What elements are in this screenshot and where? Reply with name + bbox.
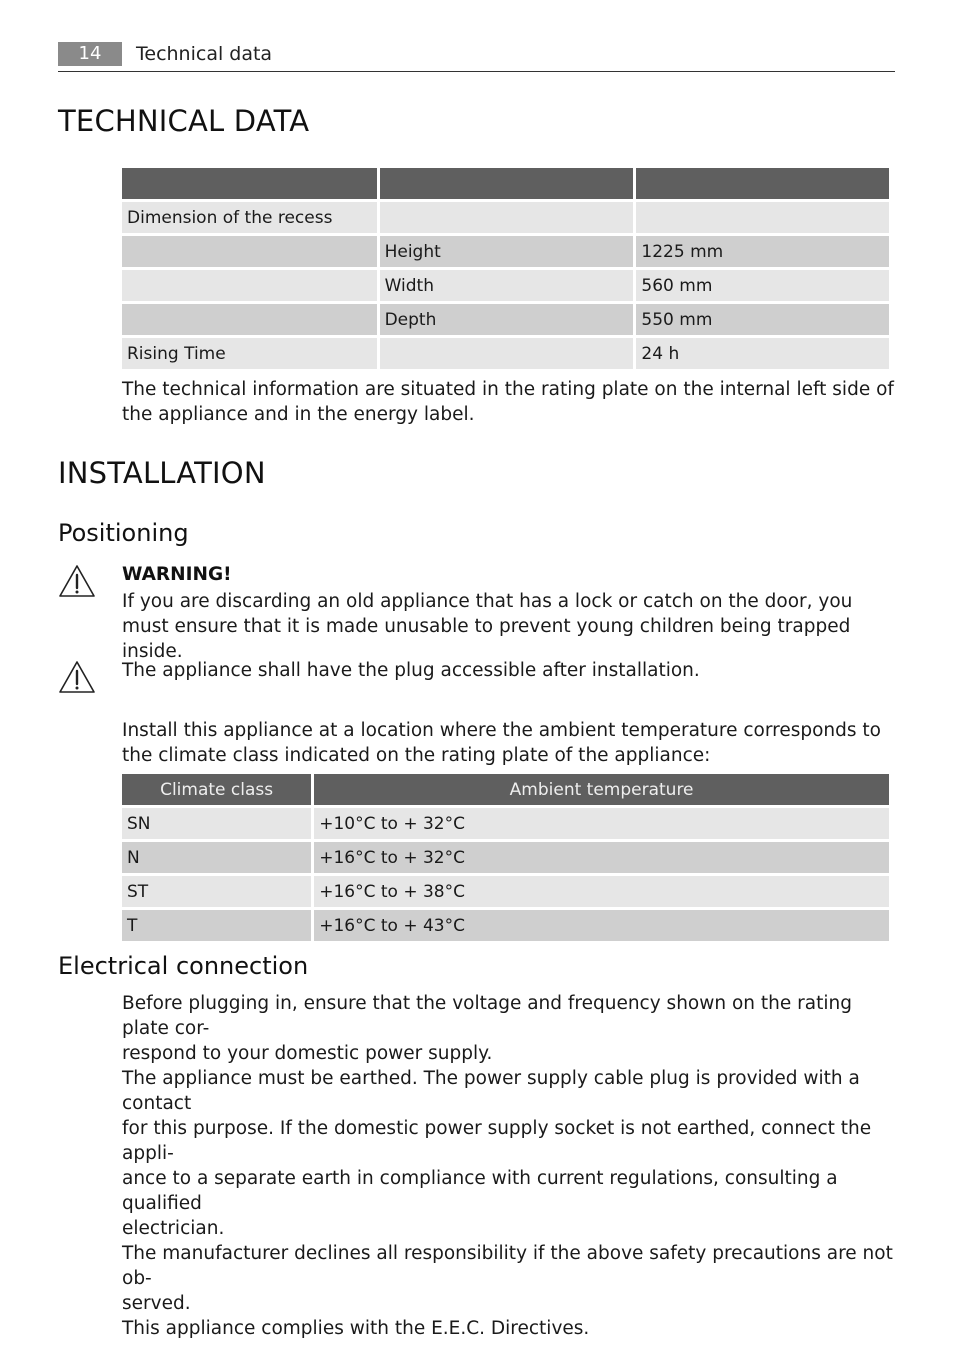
warning-text: If you are discarding an old appliance that has a lock or catch on the door, you must ensure that it is made unusable to prevent young children being trapped inside. — [122, 591, 853, 662]
text-line: The appliance must be earthed. The power supply cable plug is provided with a contact — [122, 1068, 860, 1114]
text-line: ance to a separate earth in compliance with current regulations, consulting a qualified — [122, 1168, 838, 1214]
table-cell: 24 h — [636, 338, 889, 369]
table-cell — [122, 270, 377, 301]
table-cell: +16°C to + 38°C — [314, 876, 889, 907]
technical-data-table — [119, 165, 892, 372]
text-line: served. — [122, 1293, 191, 1314]
table-row — [122, 808, 889, 839]
technical-data-heading: TECHNICAL DATA — [58, 104, 310, 138]
table-row — [122, 304, 889, 335]
table-header-cell — [636, 168, 889, 199]
table-cell: +16°C to + 32°C — [314, 842, 889, 873]
climate-intro: Install this appliance at a location where the ambient temperature corresponds to the climate class indicated on the rating plate of the appliance: — [122, 720, 881, 766]
table-cell: ST — [122, 876, 311, 907]
table-cell — [122, 236, 377, 267]
table-cell: +16°C to + 43°C — [314, 910, 889, 941]
warning-triangle-icon — [58, 564, 96, 598]
table-cell: T — [122, 910, 311, 941]
climate-class-table — [119, 771, 892, 944]
page-number: 14 — [58, 42, 122, 66]
table-header-cell: Climate class — [122, 774, 311, 805]
table-cell: 1225 mm — [636, 236, 889, 267]
running-header-title: Technical data — [136, 43, 273, 65]
table-cell: Dimension of the recess — [122, 202, 377, 233]
warning-triangle-icon — [58, 660, 96, 694]
table-cell — [122, 304, 377, 335]
table-row — [122, 270, 889, 301]
table-row — [122, 842, 889, 873]
table-row — [122, 876, 889, 907]
electrical-connection-heading: Electrical connection — [58, 952, 309, 980]
table-cell: 550 mm — [636, 304, 889, 335]
table-cell: Rising Time — [122, 338, 377, 369]
table-header-cell: Ambient temperature — [314, 774, 889, 805]
table-cell: 560 mm — [636, 270, 889, 301]
table-row — [122, 236, 889, 267]
table-cell — [380, 202, 634, 233]
table-row — [122, 338, 889, 369]
table-row — [122, 910, 889, 941]
warning-title: WARNING! — [122, 564, 232, 585]
caution-text: The appliance shall have the plug accessible after installation. — [122, 660, 700, 681]
electrical-connection-text — [122, 991, 895, 1341]
table-cell: SN — [122, 808, 311, 839]
table-header-cell — [380, 168, 634, 199]
table-cell: Height — [380, 236, 634, 267]
text-line: for this purpose. If the domestic power supply socket is not earthed, connect the appli- — [122, 1118, 872, 1164]
table-header-row — [122, 774, 889, 805]
table-header-row — [122, 168, 889, 199]
technical-info-note: The technical information are situated in the rating plate on the internal left side of the appliance and in the energy label. — [122, 379, 894, 425]
installation-heading: INSTALLATION — [58, 456, 266, 490]
table-cell: Width — [380, 270, 634, 301]
text-line: The manufacturer declines all responsibility if the above safety precautions are not ob- — [122, 1243, 893, 1289]
table-cell: N — [122, 842, 311, 873]
table-header-cell — [122, 168, 377, 199]
table-cell: Depth — [380, 304, 634, 335]
text-line: electrician. — [122, 1218, 225, 1239]
running-header — [58, 40, 895, 72]
text-line: Before plugging in, ensure that the voltage and frequency shown on the rating plate cor- — [122, 993, 852, 1039]
table-cell — [380, 338, 634, 369]
table-cell: +10°C to + 32°C — [314, 808, 889, 839]
text-line: This appliance complies with the E.E.C. Directives. — [122, 1318, 590, 1339]
text-line: respond to your domestic power supply. — [122, 1043, 493, 1064]
positioning-heading: Positioning — [58, 519, 189, 547]
table-cell — [636, 202, 889, 233]
table-row — [122, 202, 889, 233]
